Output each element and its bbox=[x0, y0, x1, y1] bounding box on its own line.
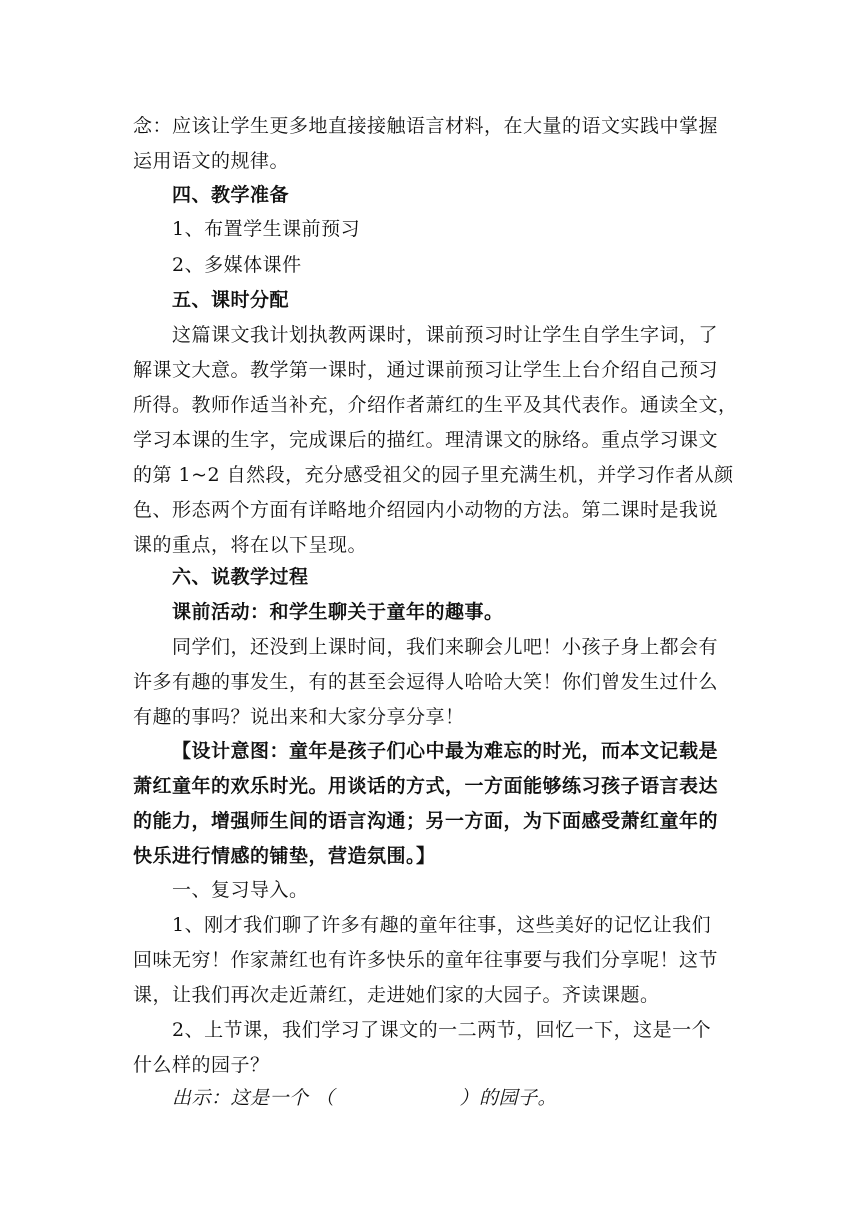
paragraph-review-1 bbox=[133, 908, 733, 1013]
fill-in-suffix: ）的园子。 bbox=[459, 1087, 558, 1109]
text-line: 【设计意图：童年是孩子们心中最为难忘的时光，而本文记载是 bbox=[172, 740, 719, 762]
prep-item-1: 1、布置学生课前预习 bbox=[172, 218, 361, 240]
prep-item-2: 2、多媒体课件 bbox=[172, 254, 302, 276]
fill-in-prompt bbox=[172, 1081, 772, 1115]
pre-class-activity: 课前活动：和学生聊关于童年的趣事。 bbox=[172, 601, 504, 623]
text-line: 色、形态两个方面有详略地介绍园内小动物的方法。第二课时是我说 bbox=[133, 499, 719, 521]
heading-lesson-allocation: 五、课时分配 bbox=[172, 289, 290, 311]
text-line: 课，让我们再次走近萧红，走进她们家的大园子。齐读课题。 bbox=[133, 984, 660, 1006]
text-line: 课的重点，将在以下呈现。 bbox=[133, 534, 368, 556]
text-line: 这篇课文我计划执教两课时，课前预习时让学生自学生字词，了 bbox=[172, 324, 719, 346]
text-line: 萧红童年的欢乐时光。用谈话的方式，一方面能够练习孩子语言表达 bbox=[133, 775, 719, 797]
heading-teaching-process: 六、说教学过程 bbox=[172, 566, 309, 588]
text-line: 快乐进行情感的铺垫，营造氛围。】 bbox=[133, 845, 436, 867]
text-line: 学习本课的生字，完成课后的描红。理清课文的脉络。重点学习课文 bbox=[133, 429, 719, 451]
fill-in-prefix: 出示：这是一个 （ bbox=[172, 1087, 335, 1109]
paragraph-warmup-talk bbox=[133, 630, 733, 735]
text-line: 什么样的园子？ bbox=[133, 1054, 270, 1076]
paragraph-review-2 bbox=[133, 1013, 733, 1083]
text-line: 的第 1~2 自然段，充分感受祖父的园子里充满生机，并学习作者从颜 bbox=[133, 464, 734, 486]
text-line: 有趣的事吗？说出来和大家分享分享！ bbox=[133, 706, 465, 728]
paragraph-lesson-allocation bbox=[133, 318, 738, 563]
text-line: 所得。教师作适当补充，介绍作者萧红的生平及其代表作。通读全文， bbox=[133, 394, 738, 416]
text-line: 回味无穷！作家萧红也有许多快乐的童年往事要与我们分享呢！这节 bbox=[133, 949, 719, 971]
text-line: 2、上节课，我们学习了课文的一二两节，回忆一下，这是一个 bbox=[172, 1019, 712, 1041]
text-line: 运用语文的规律。 bbox=[133, 150, 290, 172]
text-line: 1、刚才我们聊了许多有趣的童年往事，这些美好的记忆让我们 bbox=[172, 914, 712, 936]
text-line: 的能力，增强师生间的语言沟通；另一方面，为下面感受萧红童年的 bbox=[133, 810, 719, 832]
heading-review-intro: 一、复习导入。 bbox=[172, 879, 309, 901]
text-line: 同学们，还没到上课时间，我们来聊会儿吧！小孩子身上都会有 bbox=[172, 636, 719, 658]
text-line: 念：应该让学生更多地直接接触语言材料，在大量的语文实践中掌握 bbox=[133, 115, 719, 137]
text-line: 解课文大意。教学第一课时，通过课前预习让学生上台介绍自己预习 bbox=[133, 359, 719, 381]
text-line: 许多有趣的事发生，有的甚至会逗得人哈哈大笑！你们曾发生过什么 bbox=[133, 671, 719, 693]
heading-teaching-preparation: 四、教学准备 bbox=[172, 184, 290, 206]
paragraph-intro-continuation bbox=[133, 109, 733, 179]
design-intent-note bbox=[133, 734, 733, 874]
